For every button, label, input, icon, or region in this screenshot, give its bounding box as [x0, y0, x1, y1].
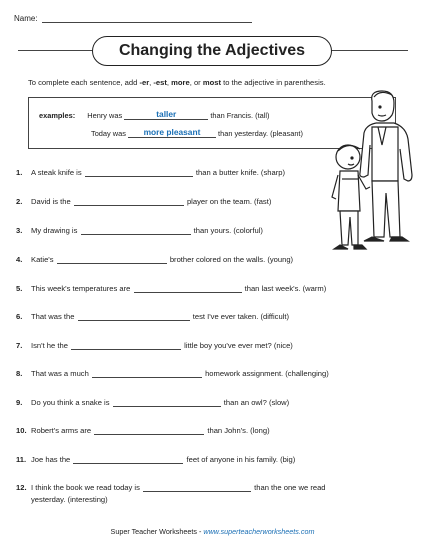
question-pre: Joe has the [31, 455, 71, 464]
name-input-line[interactable] [42, 14, 252, 23]
question-6 [16, 312, 289, 321]
question-post: brother colored on the walls. (young) [169, 255, 294, 264]
question-post: feet of anyone in his family. (big) [186, 455, 296, 464]
question-pre: Do you think a snake is [31, 398, 110, 407]
question-3 [16, 226, 263, 235]
question-number: 1. [16, 168, 23, 177]
question-11 [16, 455, 295, 464]
question-pre: Katie's [31, 255, 54, 264]
father-son-illustration [322, 87, 414, 264]
question-pre: David is the [31, 197, 71, 206]
example-2 [91, 127, 303, 138]
question-pre: That was a much [31, 369, 89, 378]
question-7 [16, 341, 293, 350]
answer-blank[interactable] [74, 197, 184, 206]
instr-sep1: , [149, 78, 154, 87]
example-1-pre: Henry was [87, 111, 123, 120]
question-post: player on the team. (fast) [186, 197, 272, 206]
question-number: 6. [16, 312, 23, 321]
question-pre: Robert's arms are [31, 426, 92, 435]
question-post: than a butter knife. (sharp) [195, 168, 285, 177]
name-label: Name: [14, 14, 38, 23]
question-number: 3. [16, 226, 23, 235]
answer-blank[interactable] [143, 483, 251, 492]
question-number: 11. [16, 455, 27, 464]
answer-blank[interactable] [92, 369, 202, 378]
question-pre: Isn't he the [31, 341, 68, 350]
question-number: 5. [16, 284, 23, 293]
question-post: than an owl? (slow) [223, 398, 290, 407]
question-number: 4. [16, 255, 23, 264]
answer-blank[interactable] [78, 312, 190, 321]
question-number: 8. [16, 369, 23, 378]
question-post: homework assignment. (challenging) [205, 369, 329, 378]
question-12-line2: yesterday. (interesting) [31, 495, 108, 504]
question-number: 2. [16, 197, 23, 206]
instr-sep3: , or [189, 78, 203, 87]
question-post: than yours. (colorful) [193, 226, 263, 235]
question-pre: My drawing is [31, 226, 78, 235]
question-9 [16, 398, 289, 407]
question-5 [16, 284, 326, 293]
question-10 [16, 426, 270, 435]
question-number: 9. [16, 398, 23, 407]
question-12 [16, 483, 326, 504]
answer-blank[interactable] [134, 284, 242, 293]
example-1 [39, 109, 269, 120]
footer-link[interactable]: www.superteacherworksheets.com [203, 527, 315, 536]
instr-sep2: , [166, 78, 172, 87]
answer-blank[interactable] [57, 255, 167, 264]
answer-blank[interactable] [94, 426, 204, 435]
instr-est: -est [153, 78, 167, 87]
example-2-pre: Today was [91, 129, 126, 138]
answer-blank[interactable] [113, 398, 221, 407]
instr-most: most [202, 78, 221, 87]
question-4 [16, 255, 293, 264]
question-pre: I think the book we read today is [31, 483, 140, 492]
question-number: 12. [16, 483, 27, 492]
instr-pre: To complete each sentence, add [28, 78, 140, 87]
question-2 [16, 197, 271, 206]
question-post: little boy you've ever met? (nice) [184, 341, 293, 350]
name-field-row [14, 14, 252, 23]
question-1 [16, 168, 285, 177]
footer [0, 527, 425, 536]
question-number: 10. [16, 426, 27, 435]
answer-blank[interactable] [73, 455, 183, 464]
instructions [28, 78, 326, 87]
man-figure [360, 91, 412, 241]
instr-post: to the adjective in parenthesis. [220, 78, 326, 87]
question-post: than the one we read [254, 483, 326, 492]
example-2-answer: more pleasant [128, 127, 216, 138]
question-number: 7. [16, 341, 23, 350]
page-title: Changing the Adjectives [92, 36, 332, 66]
example-1-answer: taller [124, 109, 208, 120]
answer-blank[interactable] [81, 226, 191, 235]
instr-er: -er [139, 78, 150, 87]
question-pre: A steak knife is [31, 168, 82, 177]
example-2-post: than yesterday. (pleasant) [218, 129, 303, 138]
question-post: test I've ever taken. (difficult) [192, 312, 290, 321]
answer-blank[interactable] [85, 168, 193, 177]
question-pre: That was the [31, 312, 75, 321]
question-pre: This week's temperatures are [31, 284, 131, 293]
examples-label: examples: [39, 111, 76, 120]
question-post: than John's. (long) [207, 426, 270, 435]
footer-text: Super Teacher Worksheets - [110, 527, 204, 536]
answer-blank[interactable] [71, 341, 181, 350]
question-8 [16, 369, 329, 378]
question-post: than last week's. (warm) [244, 284, 327, 293]
example-1-post: than Francis. (tall) [210, 111, 270, 120]
instr-more: more [171, 78, 190, 87]
